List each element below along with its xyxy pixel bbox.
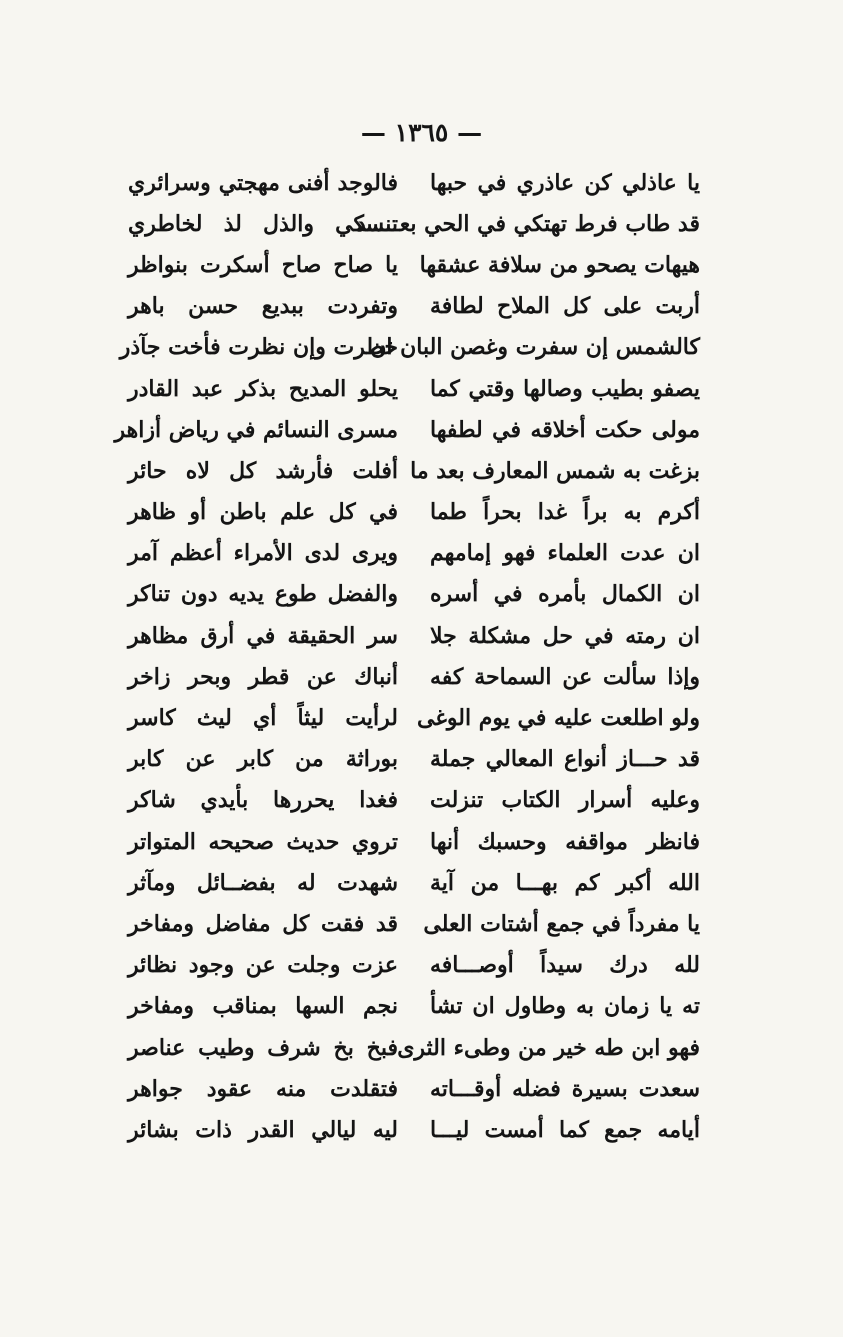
verse-line (128, 162, 700, 203)
second-hemistich: قد فقت كل مفاضل ومفاخر (128, 910, 398, 937)
second-hemistich: شهدت له بفضــائل ومآثر (128, 869, 398, 896)
second-hemistich: تروي حديث صحيحه المتواتر (128, 828, 398, 855)
first-hemistich: مولى حكت أخلاقه في لطفها (430, 416, 700, 443)
second-hemistich: وتفردت ببديع حسن باهر (128, 293, 398, 320)
second-hemistich: بوراثة من كابر عن كابر (128, 746, 398, 773)
verse-line (128, 986, 700, 1027)
verse-line (128, 739, 700, 780)
first-hemistich: فهو ابن طه خير من وطىء الثرى (397, 1034, 700, 1061)
first-hemistich: سعدت بسيرة فضله أوقـــاته (430, 1075, 700, 1102)
second-hemistich: فتقلدت منه عقود جواهر (128, 1075, 398, 1102)
first-hemistich: يا مفرداً في جمع أشتات العلى (423, 910, 700, 937)
verse-line (128, 368, 700, 409)
verse-line (128, 1109, 700, 1150)
verse-line (128, 945, 700, 986)
verse-line (128, 533, 700, 574)
first-hemistich: هيهات يصحو من سلافة عشقها (419, 251, 700, 278)
verse-line (128, 450, 700, 491)
first-hemistich: لله درك سيداً أوصـــافه (430, 952, 700, 979)
first-hemistich: أكرم به براً غدا بحراً طما (430, 499, 700, 526)
poem-body (114, 162, 700, 1151)
verse-line (128, 574, 700, 615)
first-hemistich: ته يا زمان به وطاول ان تشأ (430, 993, 700, 1020)
second-hemistich: فالوجد أفنى مهجتي وسرائري (128, 169, 398, 196)
verse-line (128, 656, 700, 697)
first-hemistich: كالشمس إن سفرت وغصن البان ان (370, 334, 700, 361)
second-hemistich: في كل علم باطن أو ظاهر (128, 499, 398, 526)
verse-line (128, 492, 700, 533)
verse-line (128, 1068, 700, 1109)
first-hemistich: وإذا سألت عن السماحة كفه (430, 663, 700, 690)
page-number: — ١٣٦٥ — (360, 118, 483, 147)
second-hemistich: والفضل طوع يديه دون تناكر (128, 581, 398, 608)
second-hemistich: فبخ بخ شرف وطيب عناصر (128, 1034, 398, 1061)
first-hemistich: أربت على كل الملاح لطافة (430, 293, 700, 320)
first-hemistich: فانظر مواقفه وحسبك أنها (430, 828, 700, 855)
second-hemistich: يا صاح صاح أسكرت بنواظر (128, 251, 398, 278)
second-hemistich: لرأيت ليثاً أي ليث كاسر (128, 705, 398, 732)
first-hemistich: يصفو بطيب وصالها وقتي كما (430, 375, 700, 402)
first-hemistich: ان عدت العلماء فهو إمامهم (430, 540, 700, 567)
verse-line (128, 203, 700, 244)
second-hemistich: عزت وجلت عن وجود نظائر (128, 952, 398, 979)
second-hemistich: سر الحقيقة في أرق مظاهر (128, 622, 398, 649)
verse-line (128, 697, 700, 738)
second-hemistich: أفلت فأرشد كل لاه حائر (128, 457, 398, 484)
second-hemistich: تنسكي والذل لذ لخاطري (128, 210, 398, 237)
first-hemistich: يا عاذلي كن عاذري في حبها (430, 169, 700, 196)
verse-line (128, 903, 700, 944)
second-hemistich: مسرى النسائم في رياض أزاهر (114, 416, 398, 443)
first-hemistich: وعليه أسرار الكتاب تنزلت (430, 787, 700, 814)
second-hemistich: خطرت وإن نظرت فأخت جآذر (119, 334, 398, 361)
verse-line (114, 409, 700, 450)
second-hemistich: ليه ليالي القدر ذات بشائر (128, 1116, 398, 1143)
second-hemistich: فغدا يحررها بأيدي شاكر (128, 787, 398, 814)
first-hemistich: الله أكبر كم بهـــا من آية (430, 869, 700, 896)
verse-line (128, 615, 700, 656)
verse-line (128, 286, 700, 327)
verse-line (128, 821, 700, 862)
verse-line (128, 780, 700, 821)
first-hemistich: قد طاب فرط تهتكي في الحي بعـــــد (355, 210, 700, 237)
second-hemistich: نجم السها بمناقب ومفاخر (128, 993, 398, 1020)
verse-line (128, 862, 700, 903)
second-hemistich: ويرى لدى الأمراء أعظم آمر (128, 540, 398, 567)
first-hemistich: قد حـــاز أنواع المعالي جملة (430, 746, 700, 773)
first-hemistich: أيامه جمع كما أمست ليـــا (430, 1116, 700, 1143)
first-hemistich: ولو اطلعت عليه في يوم الوغى (417, 705, 700, 732)
first-hemistich: بزغت به شمس المعارف بعد ما (410, 457, 700, 484)
second-hemistich: أنباك عن قطر وبحر زاخر (128, 663, 398, 690)
verse-line (119, 327, 700, 368)
first-hemistich: ان الكمال بأمره في أسره (430, 581, 700, 608)
second-hemistich: يحلو المديح بذكر عبد القادر (128, 375, 398, 402)
verse-line (128, 1027, 700, 1068)
first-hemistich: ان رمته في حل مشكلة جلا (430, 622, 700, 649)
verse-line (128, 244, 700, 285)
